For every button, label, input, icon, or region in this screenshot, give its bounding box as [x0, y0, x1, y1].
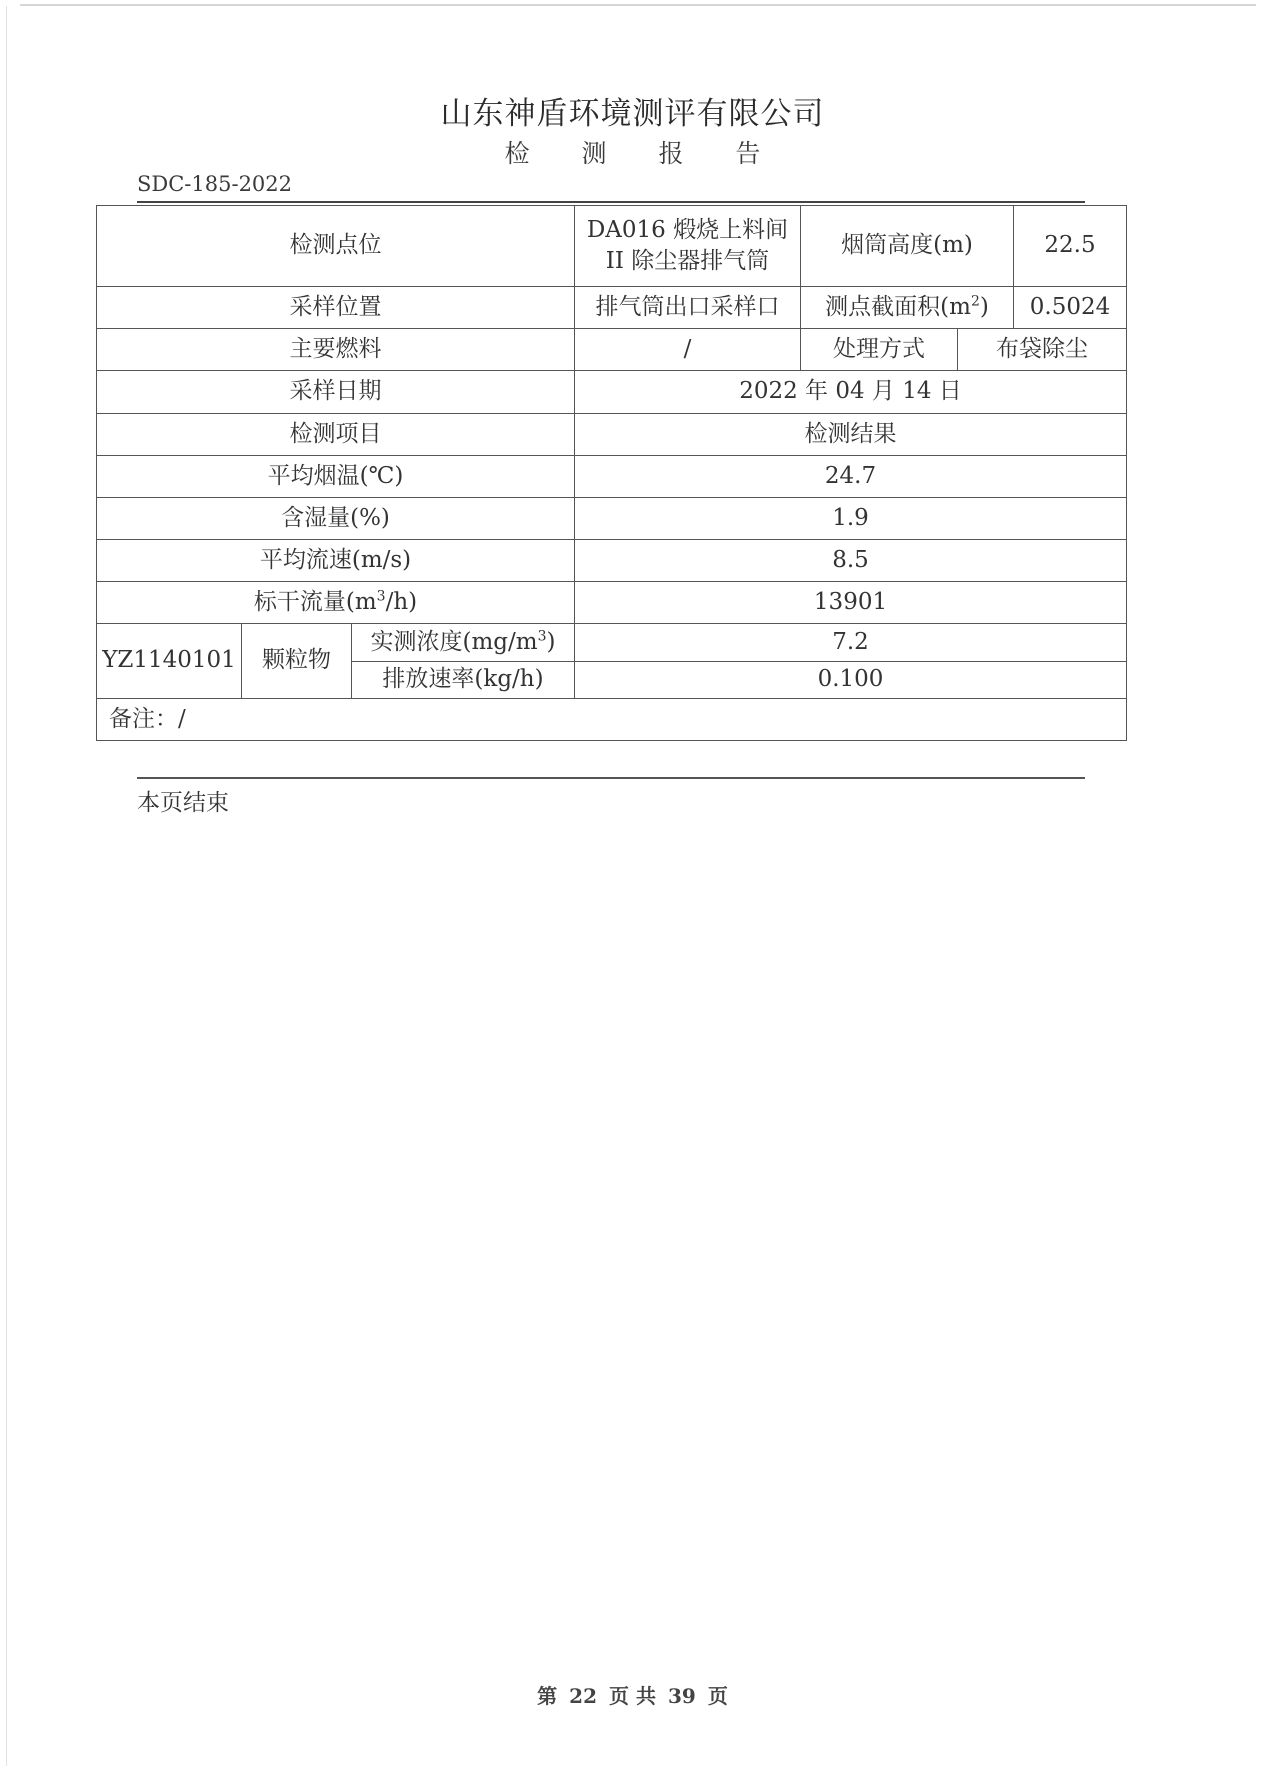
treatment-value: 布袋除尘 [958, 329, 1127, 371]
date-label: 采样日期 [97, 371, 575, 414]
concentration-value: 7.2 [575, 624, 1127, 662]
table-row-position [97, 287, 1127, 329]
company-name: 山东神盾环境测评有限公司 [440, 96, 825, 132]
temperature-value: 24.7 [575, 456, 1127, 498]
table-row-moisture [97, 498, 1127, 540]
fuel-value: / [575, 329, 801, 371]
header-rule [137, 201, 1085, 203]
table-row-remarks [97, 699, 1127, 741]
position-label: 采样位置 [97, 287, 575, 329]
treatment-label: 处理方式 [801, 329, 958, 371]
emission-rate-value: 0.100 [575, 662, 1127, 699]
footer-middle: 页 共 [609, 1684, 656, 1708]
table-row-fuel [97, 329, 1127, 371]
item-header: 检测项目 [97, 414, 575, 456]
temperature-label: 平均烟温(℃) [97, 456, 575, 498]
section-area-label-sup: 2 [970, 293, 980, 310]
flow-label-end: /h) [385, 588, 418, 615]
table-row-point [97, 206, 1127, 287]
concentration-label-end: ) [546, 628, 556, 655]
report-number: SDC-185-2022 [137, 172, 293, 196]
particulate-name: 颗粒物 [242, 624, 352, 699]
table-row-temperature [97, 456, 1127, 498]
table-row-concentration [97, 624, 1127, 662]
footer-page-total: 39 [667, 1684, 696, 1708]
fuel-label: 主要燃料 [97, 329, 575, 371]
velocity-value: 8.5 [575, 540, 1127, 582]
scan-edge-top [20, 4, 1256, 6]
moisture-label: 含湿量(%) [97, 498, 575, 540]
table-row-header [97, 414, 1127, 456]
scan-edge-left [6, 6, 7, 1766]
section-area-label-end: ) [979, 293, 989, 320]
table-row-date [97, 371, 1127, 414]
point-label: 检测点位 [97, 206, 575, 287]
report-title: 检 测 报 告 [504, 139, 783, 168]
result-header: 检测结果 [575, 414, 1127, 456]
position-value: 排气筒出口采样口 [575, 287, 801, 329]
footer-page-current: 22 [569, 1684, 598, 1708]
emission-rate-label: 排放速率(kg/h) [352, 662, 575, 699]
concentration-label [352, 624, 575, 662]
point-value [575, 206, 801, 287]
page-end-note: 本页结束 [137, 790, 229, 816]
concentration-label-sup: 3 [537, 628, 547, 645]
flow-label-main: 标干流量(m [253, 588, 377, 615]
flow-value: 13901 [575, 582, 1127, 624]
footer-suffix: 页 [707, 1684, 728, 1708]
moisture-value: 1.9 [575, 498, 1127, 540]
footer-prefix: 第 [537, 1684, 558, 1708]
section-area-value: 0.5024 [1014, 287, 1127, 329]
end-rule [137, 777, 1085, 779]
table-row-velocity [97, 540, 1127, 582]
concentration-label-main: 实测浓度(mg/m [370, 628, 538, 655]
stack-height-label: 烟筒高度(m) [801, 206, 1014, 287]
stack-height-value: 22.5 [1014, 206, 1127, 287]
table-row-flow [97, 582, 1127, 624]
point-value-line1: DA016 煅烧上料间 [586, 216, 789, 243]
velocity-label: 平均流速(m/s) [97, 540, 575, 582]
point-value-line2: II 除尘器排气筒 [605, 248, 770, 274]
section-area-label-main: 测点截面积(m [825, 293, 971, 320]
remarks: 备注：/ [97, 699, 1127, 741]
page-footer [0, 1680, 1265, 1709]
test-results-table [96, 205, 1127, 741]
particulate-code: YZ1140101 [97, 624, 242, 699]
flow-label-sup: 3 [376, 588, 386, 605]
flow-label [97, 582, 575, 624]
section-area-label [801, 287, 1014, 329]
date-value: 2022 年 04 月 14 日 [575, 371, 1127, 414]
